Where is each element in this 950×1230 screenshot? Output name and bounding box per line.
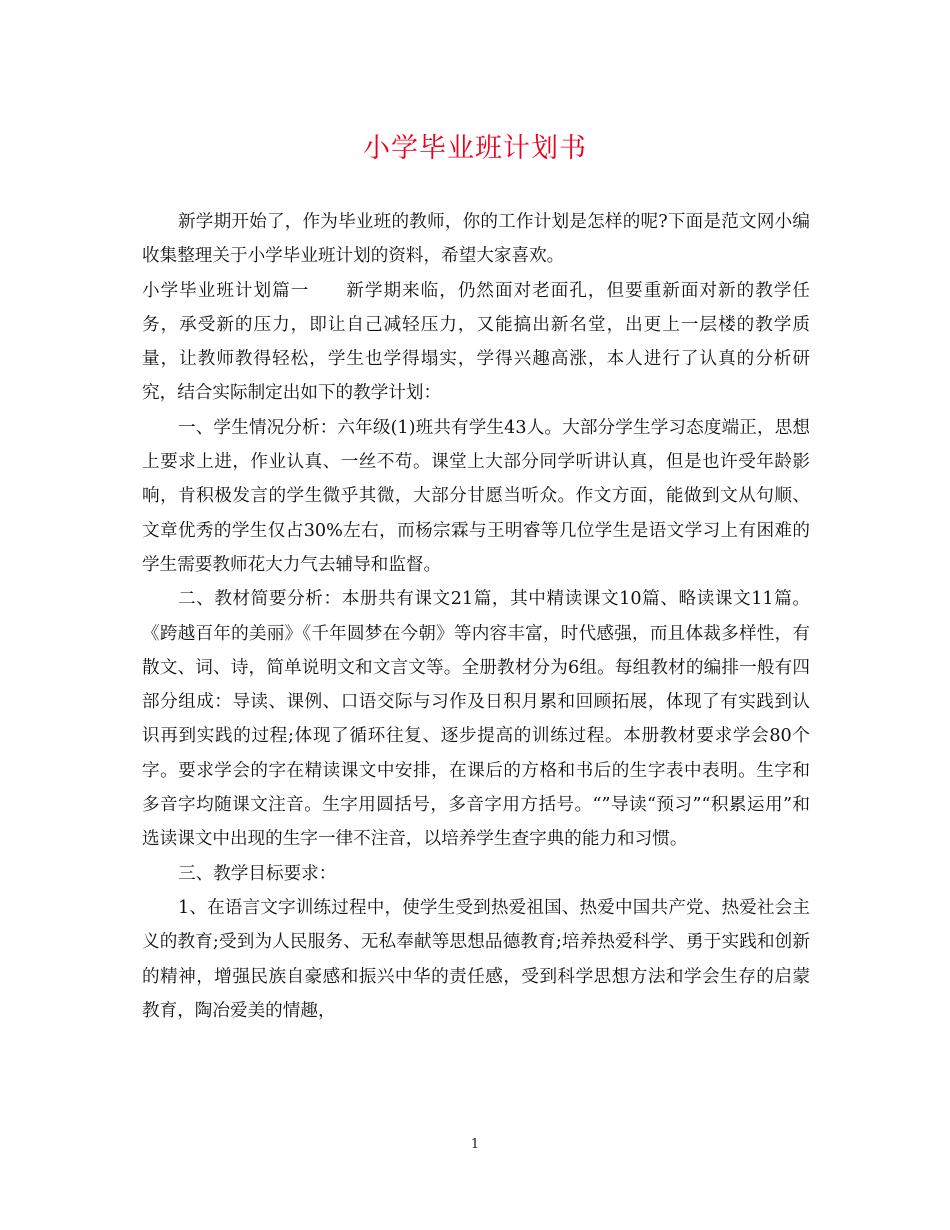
section-intro: 新学期来临，仍然面对老面孔，但要重新面对新的教学任务，承受新的压力，即让自己减轻压力，又能搞出新名堂，出更上一层楼的教学质量，让教师教得轻松，学生也学得塌实，学得兴趣高涨，本人进行了认真的分析研究，结合实际制定出如下的教学计划： [142, 280, 810, 404]
paragraph-textbook-analysis: 二、教材简要分析：本册共有课文21篇，其中精读课文10篇、略读课文11篇。《跨越百年的美丽》《千年圆梦在今朝》等内容丰富，时代感强，而且体裁多样性，有散文、词、诗，简单说明文和文言文等。全册教材分为6组。每组教材的编排一般有四部分组成：导读、课例、口语交际与习作及日积月累和回顾拓展，体现了有实践到认识再到实践的过程;体现了循环往复、逐步提高的训练过程。本册教材要求学会80个字。要求学会的字在精读课文中安排，在课后的方格和书后的生字表中表明。生字和多音字均随课文注音。生字用圆括号，多音字用方括号。“”导读“预习”“积累运用”和选读课文中出现的生字一律不注音，以培养学生查字典的能力和习惯。 [142, 589, 810, 850]
intro-paragraph: 新学期开始了，作为毕业班的教师，你的工作计划是怎样的呢?下面是范文网小编收集整理关于小学毕业班计划的资料，希望大家喜欢。 [142, 212, 810, 267]
paragraph-goals-heading: 三、教学目标要求： [178, 863, 337, 884]
section-heading: 小学毕业班计划篇一 [142, 280, 310, 301]
document-title: 小学毕业班计划书 [363, 133, 587, 164]
paragraph-student-analysis: 一、学生情况分析：六年级(1)班共有学生43人。大部分学生学习态度端正，思想上要求上进，作业认真、一丝不苟。课堂上大部分同学听讲认真，但是也许受年龄影响，肯积极发言的学生微乎其微，大部分甘愿当听众。作文方面，能做到文从句顺、文章优秀的学生仅占30%左右，而杨宗霖与王明睿等几位学生是语文学习上有困难的学生需要教师花大力气去辅导和监督。 [142, 417, 810, 575]
paragraph-goal-1: 1、在语言文字训练过程中，使学生受到热爱祖国、热爱中国共产党、热爱社会主义的教育;受到为人民服务、无私奉献等思想品德教育;培养热爱科学、勇于实践和创新的精神，增强民族自豪感和振兴中华的责任感，受到科学思想方法和学会生存的启蒙教育，陶冶爱美的情趣， [142, 897, 810, 1021]
document-body [142, 205, 810, 1028]
page-number: 1 [470, 1137, 480, 1152]
section-paragraph [142, 274, 810, 411]
